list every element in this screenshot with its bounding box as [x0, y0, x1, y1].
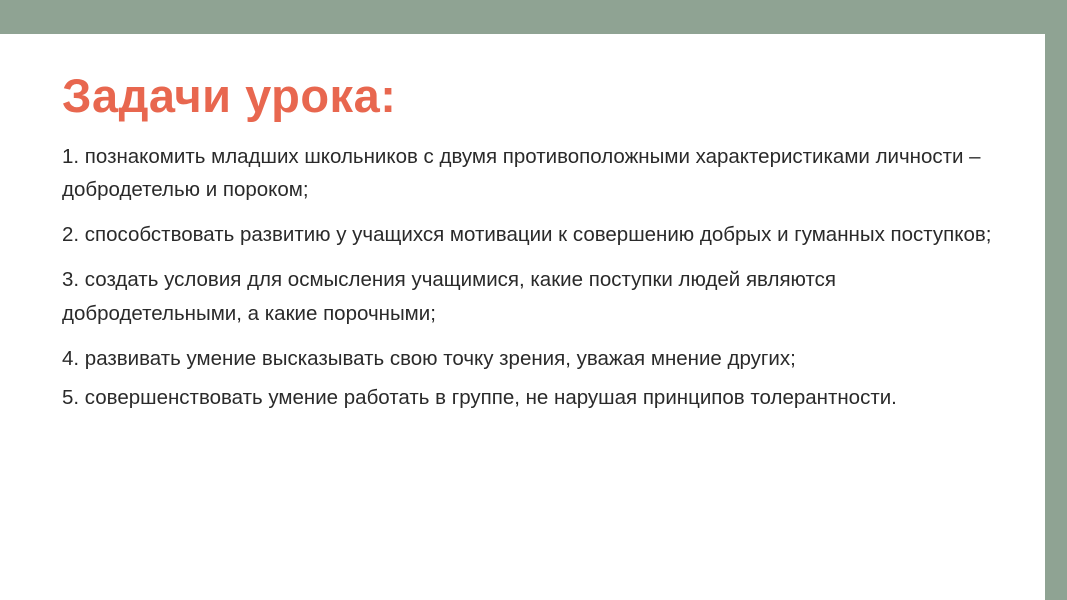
objectives-list	[62, 140, 1005, 414]
list-item: 3. создать условия для осмысления учащимися, какие поступки людей являются добродетельными, а какие порочными;	[62, 268, 836, 325]
page-title: Задачи урока:	[62, 69, 397, 122]
list-item: 5. совершенствовать умение работать в группе, не нарушая принципов толерантности.	[62, 385, 897, 409]
slide-content	[0, 34, 1045, 600]
list-item: 1. познакомить младших школьников с двумя противоположными характеристиками личности – добродетелью и пороком;	[62, 144, 981, 201]
list-item: 4. развивать умение высказывать свою точку зрения, уважая мнение других;	[62, 346, 796, 370]
top-decorative-band	[0, 0, 1067, 34]
right-decorative-band	[1045, 34, 1067, 600]
list-item: 2. способствовать развитию у учащихся мотивации к совершению добрых и гуманных поступков;	[62, 223, 992, 247]
